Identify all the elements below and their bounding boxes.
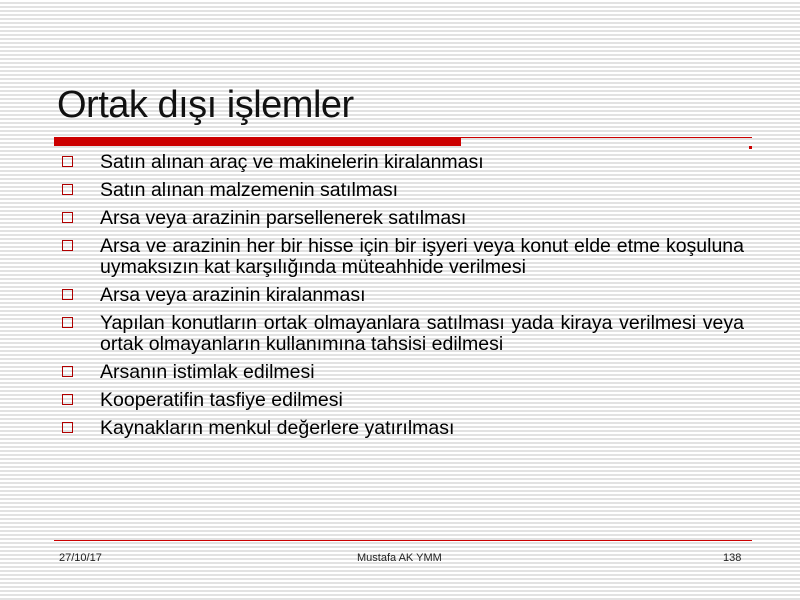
square-bullet-icon xyxy=(62,184,73,195)
bullet-item xyxy=(60,362,744,383)
bullet-text: Arsa ve arazinin her bir hisse için bir işyeri veya konut elde etme koşuluna uymaksızın kat karşılığında müteahhide verilmesi xyxy=(100,235,744,278)
bullet-text: Arsa veya arazinin parsellenerek satılması xyxy=(100,207,467,229)
bullet-list xyxy=(60,152,744,446)
bullet-item xyxy=(60,285,744,306)
bullet-text: Yapılan konutların ortak olmayanlara satılması yada kiraya verilmesi veya ortak olmayanların kullanımına tahsisi edilmesi xyxy=(100,312,744,355)
square-bullet-icon xyxy=(62,422,73,433)
bullet-item xyxy=(60,236,744,278)
square-bullet-icon xyxy=(62,366,73,377)
bullet-item xyxy=(60,208,744,229)
bullet-text: Satın alınan araç ve makinelerin kiralanması xyxy=(100,151,484,173)
bullet-item xyxy=(60,313,744,355)
square-bullet-icon xyxy=(62,317,73,328)
square-bullet-icon xyxy=(62,212,73,223)
footer-author: Mustafa AK YMM xyxy=(357,552,442,564)
square-bullet-icon xyxy=(62,289,73,300)
bullet-text: Arsanın istimlak edilmesi xyxy=(100,361,315,383)
bullet-text: Kaynakların menkul değerlere yatırılması xyxy=(100,417,455,439)
title-accent-bar xyxy=(54,138,461,146)
footer-divider-line xyxy=(54,540,752,541)
footer-date: 27/10/17 xyxy=(59,552,102,564)
square-bullet-icon xyxy=(62,240,73,251)
bullet-text: Kooperatifin tasfiye edilmesi xyxy=(100,389,343,411)
square-bullet-icon xyxy=(62,156,73,167)
slide-title: Ortak dışı işlemler xyxy=(57,84,354,126)
bullet-item xyxy=(60,152,744,173)
bullet-item xyxy=(60,418,744,439)
bullet-text: Satın alınan malzemenin satılması xyxy=(100,179,399,201)
bullet-item xyxy=(60,390,744,411)
bullet-text: Arsa veya arazinin kiralanması xyxy=(100,284,366,306)
page-number: 138 xyxy=(723,552,742,564)
divider-tick xyxy=(749,146,752,149)
bullet-item xyxy=(60,180,744,201)
square-bullet-icon xyxy=(62,394,73,405)
